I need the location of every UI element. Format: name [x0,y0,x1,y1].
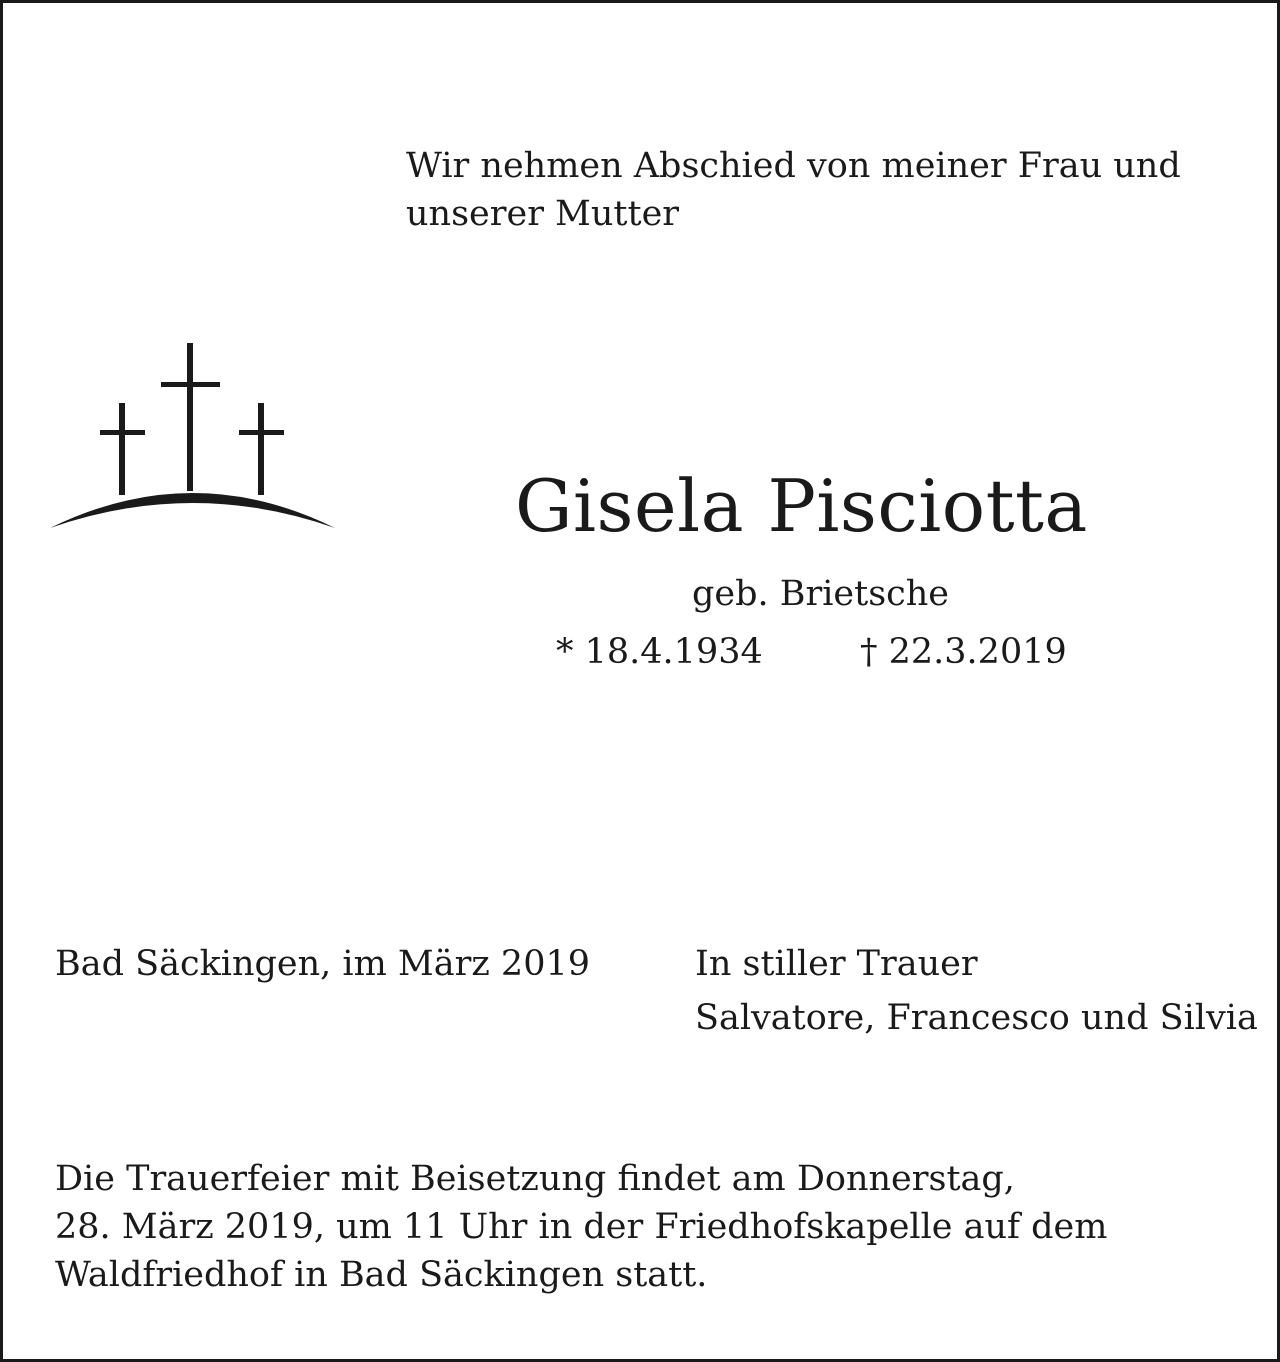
service-line-1: Die Trauerfeier mit Beisetzung findet am Donnerstag, [55,1159,1015,1199]
deceased-name: Gisela Pisciotta [515,464,1088,548]
funeral-service-info [55,1155,1107,1299]
place-and-date: Bad Säckingen, im März 2019 [55,944,590,984]
birth-name: geb. Brietsche [692,574,950,614]
service-line-2: 28. März 2019, um 11 Uhr in der Friedhofskapelle auf dem [55,1207,1108,1247]
intro-text [406,142,1181,238]
intro-line-2: unserer Mutter [406,194,680,234]
three-crosses-on-hill-icon [48,340,338,535]
death-date: † 22.3.2019 [860,632,1067,672]
mourner-names: Salvatore, Francesco und Silvia [695,998,1258,1038]
intro-line-1: Wir nehmen Abschied von meiner Frau und [406,146,1181,186]
mourning-title: In stiller Trauer [695,944,978,984]
service-line-3: Waldfriedhof in Bad Säckingen statt. [55,1255,708,1295]
birth-date: * 18.4.1934 [556,632,763,672]
